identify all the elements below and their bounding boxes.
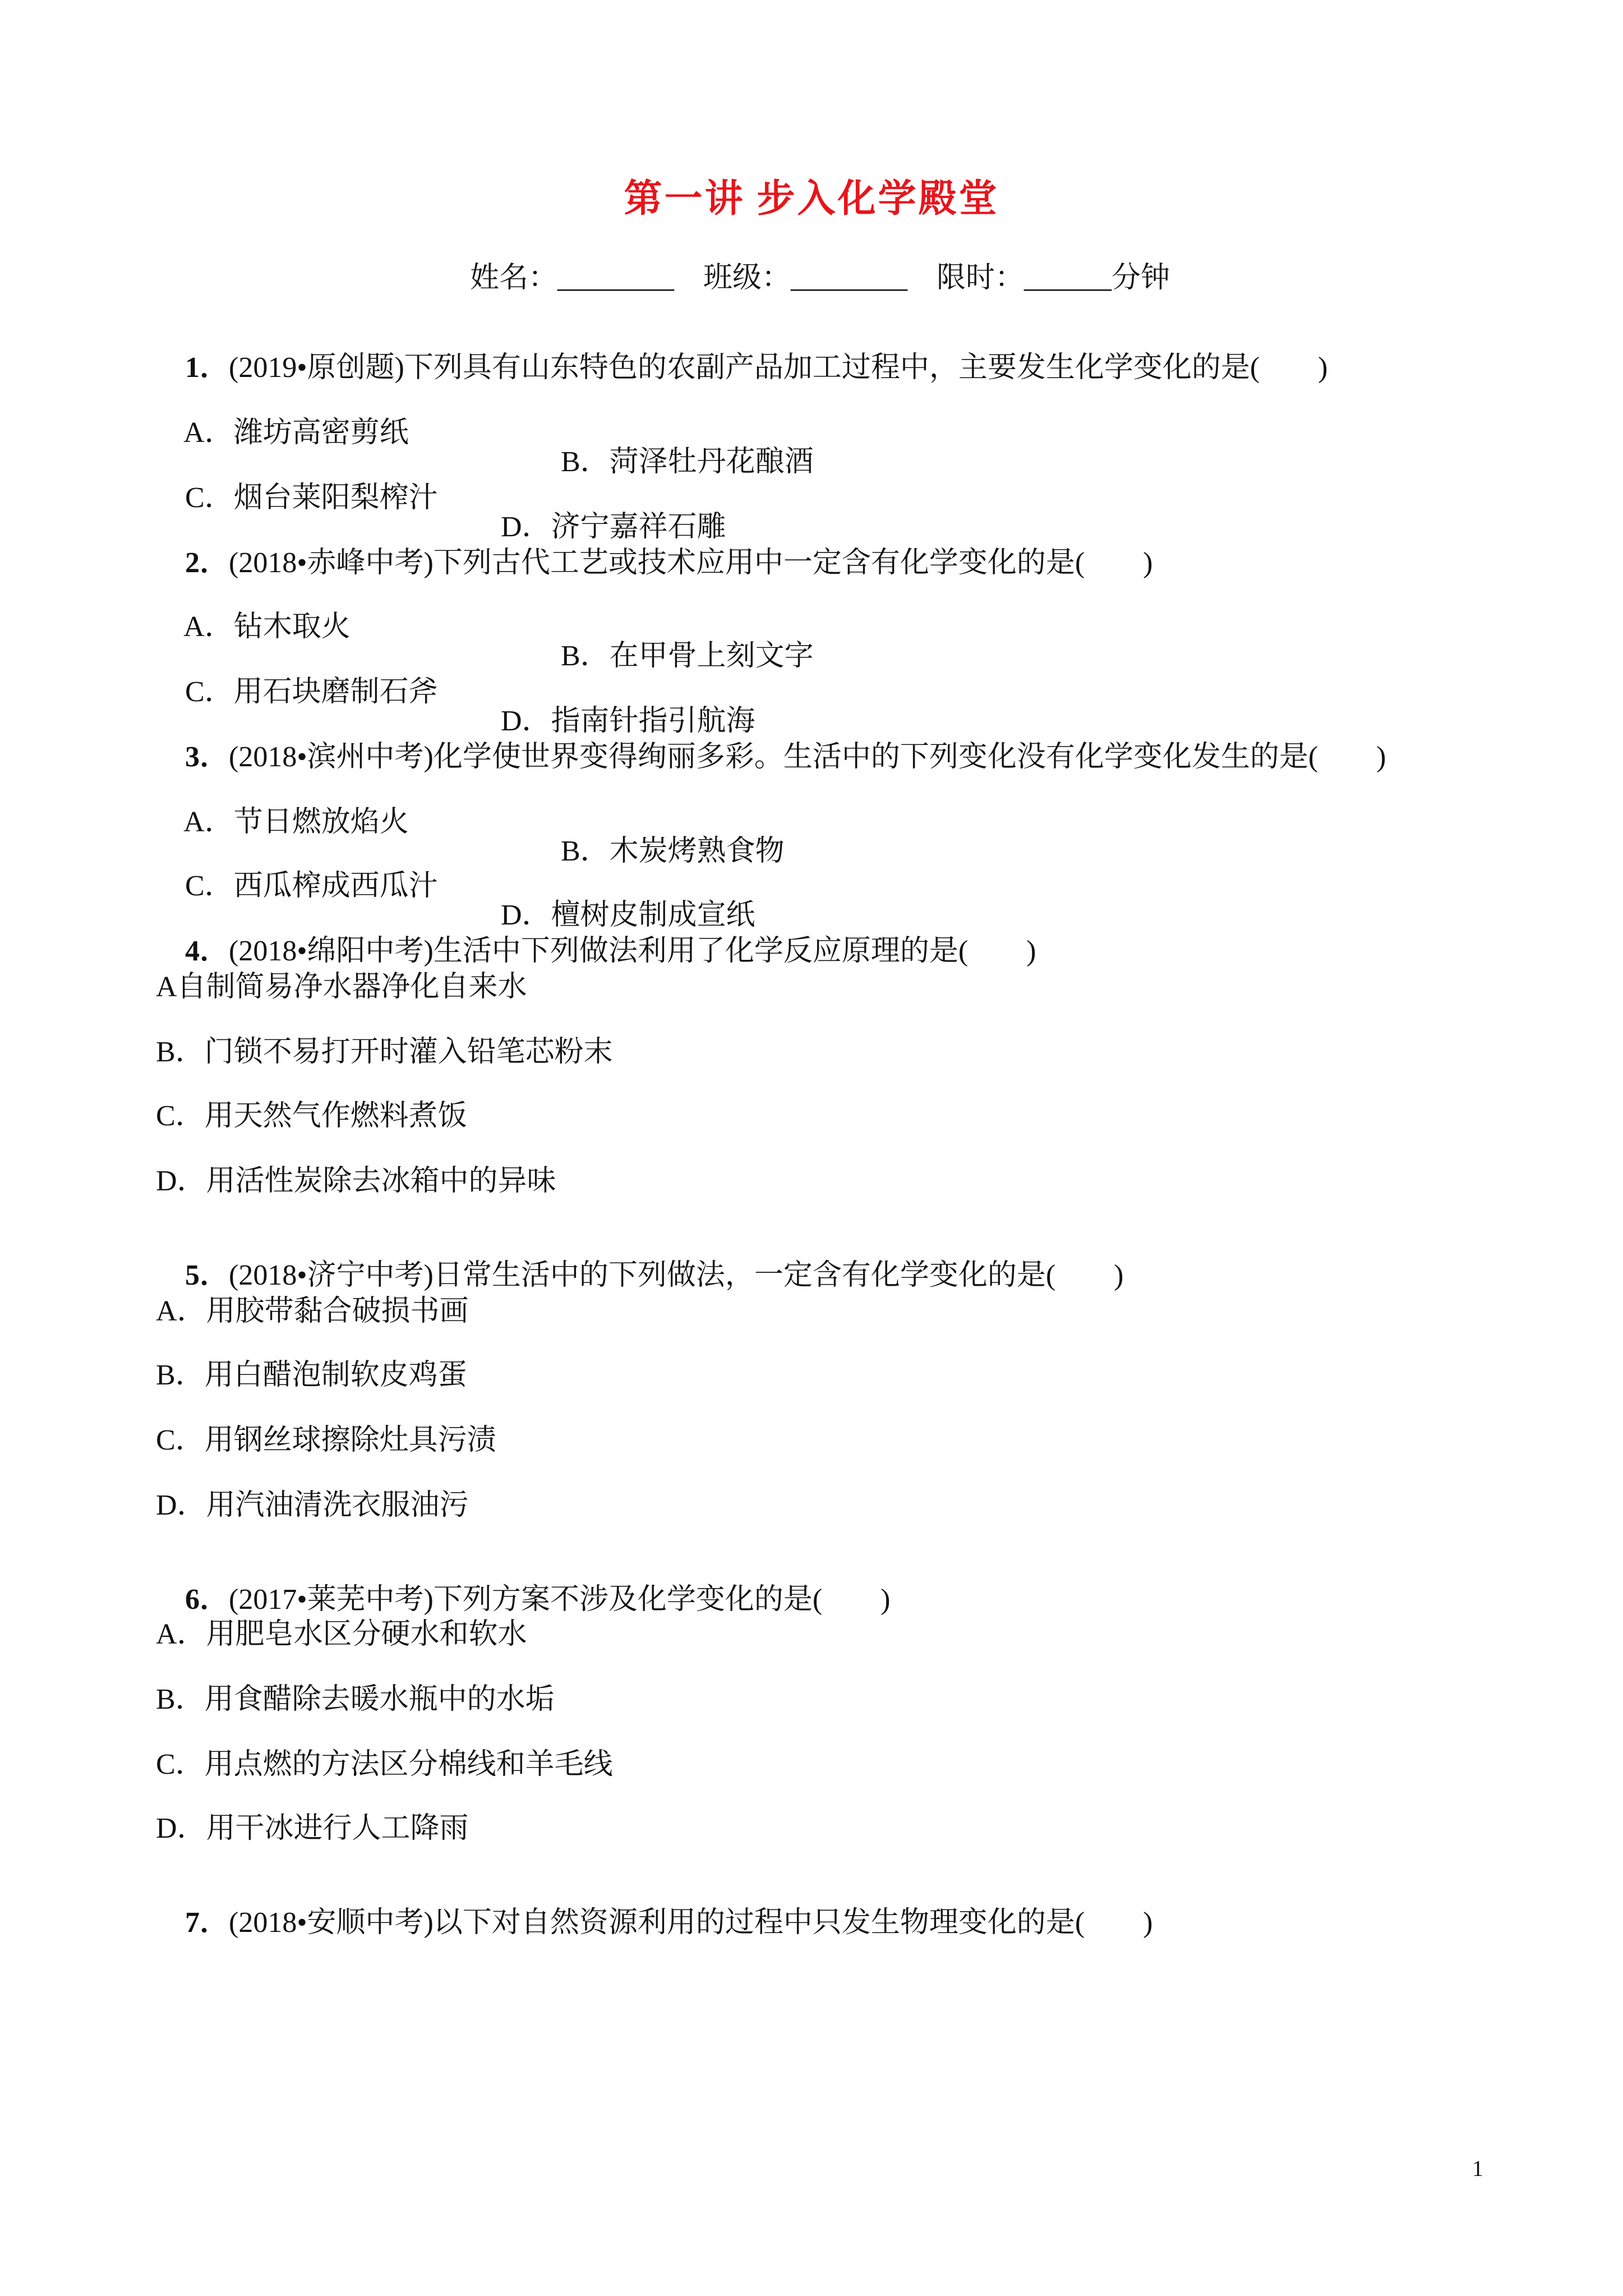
question-stem: (2018•安顺中考)以下对自然资源利用的过程中只发生物理变化的是( ) bbox=[229, 1907, 1153, 1939]
option-b: B．门锁不易打开时灌入铅笔芯粉末 bbox=[156, 1036, 613, 1068]
option-b: B．用食醋除去暖水瓶中的水垢 bbox=[156, 1683, 555, 1715]
option-a: A．用胶带黏合破损书画 bbox=[156, 1295, 469, 1327]
option-c: C．用天然气作燃料煮饭 bbox=[156, 1100, 467, 1132]
question-stem: (2018•滨州中考)化学使世界变得绚丽多彩。生活中的下列变化没有化学变化发生的是( ) bbox=[229, 741, 1386, 773]
question-number: 7． bbox=[185, 1907, 229, 1939]
option-c: C．烟台莱阳梨榨汁 bbox=[185, 482, 438, 514]
option-c: C．用石块磨制石斧 bbox=[185, 676, 438, 708]
option-b: B．木炭烤熟食物 bbox=[561, 835, 785, 867]
question-number: 4． bbox=[185, 935, 229, 967]
option-a: A．潍坊高密剪纸 bbox=[183, 417, 409, 449]
question-stem: (2018•绵阳中考)生活中下列做法利用了化学反应原理的是( ) bbox=[229, 935, 1036, 967]
option-d: D．指南针指引航海 bbox=[501, 705, 755, 737]
page-number: 1 bbox=[1472, 2156, 1483, 2181]
option-a: A．钻木取火 bbox=[183, 611, 351, 643]
question-number: 3． bbox=[185, 741, 229, 773]
option-d: D．用汽油清洗衣服油污 bbox=[156, 1489, 469, 1521]
option-d: D．济宁嘉祥石雕 bbox=[501, 511, 726, 543]
question-number: 6． bbox=[185, 1584, 229, 1616]
question-stem: (2018•赤峰中考)下列古代工艺或技术应用中一定含有化学变化的是( ) bbox=[229, 547, 1153, 579]
option-a: A．用肥皂水区分硬水和软水 bbox=[156, 1618, 527, 1650]
option-d: D．用干冰进行人工降雨 bbox=[156, 1812, 469, 1844]
question-number: 5． bbox=[185, 1259, 229, 1291]
question-number: 1． bbox=[185, 352, 229, 384]
option-c: C．西瓜榨成西瓜汁 bbox=[185, 870, 438, 902]
question-stem: (2018•济宁中考)日常生活中的下列做法，一定含有化学变化的是( ) bbox=[229, 1259, 1124, 1291]
page-title: 第一讲 步入化学殿堂 bbox=[624, 177, 999, 220]
option-c: C．用点燃的方法区分棉线和羊毛线 bbox=[156, 1749, 613, 1780]
option-d: D．用活性炭除去冰箱中的异味 bbox=[156, 1165, 556, 1197]
option-d: D．檀树皮制成宣纸 bbox=[501, 899, 755, 931]
question-stem: (2017•莱芜中考)下列方案不涉及化学变化的是( ) bbox=[229, 1584, 891, 1616]
student-info-line: 姓名：________ 班级：________ 限时：______分钟 bbox=[470, 262, 1170, 294]
option-b: B．菏泽牡丹花酿酒 bbox=[561, 446, 814, 478]
option-b: B．用白醋泡制软皮鸡蛋 bbox=[156, 1359, 467, 1391]
option-c: C．用钢丝球擦除灶具污渍 bbox=[156, 1424, 496, 1456]
option-a: A．节日燃放焰火 bbox=[183, 806, 409, 838]
option-b: B．在甲骨上刻文字 bbox=[561, 640, 814, 672]
question-stem: (2019•原创题)下列具有山东特色的农副产品加工过程中，主要发生化学变化的是( ) bbox=[229, 352, 1328, 384]
option-a: A自制简易净水器净化自来水 bbox=[156, 971, 527, 1003]
question-number: 2． bbox=[185, 547, 229, 579]
question-7 bbox=[156, 1879, 1153, 1967]
